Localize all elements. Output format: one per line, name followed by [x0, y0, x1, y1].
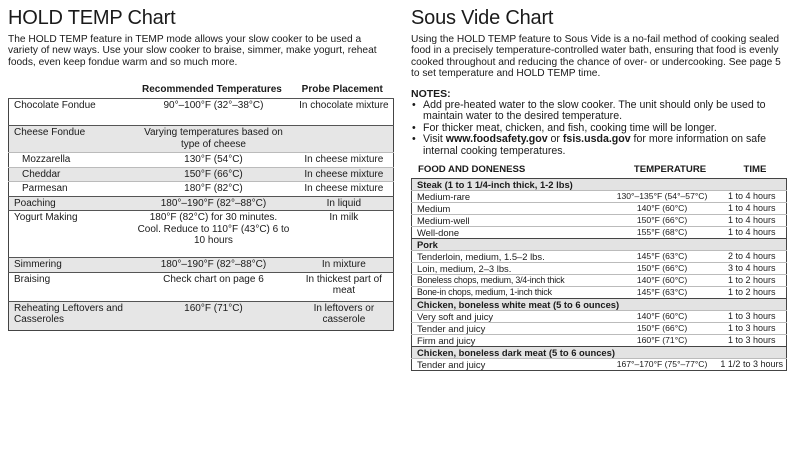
notes-heading: NOTES:: [411, 87, 451, 100]
time-cell: 2 to 4 hours: [715, 250, 786, 262]
temp-cell: 150°F (66°C): [132, 167, 294, 182]
table-row: [9, 258, 394, 273]
temp-cell: 145°F (63°C): [607, 250, 716, 262]
table-row: [412, 310, 787, 322]
temp-cell: 150°F (66°C): [607, 262, 716, 274]
section-row-pork: [412, 238, 787, 250]
sous-vide-section: [411, 6, 791, 371]
temp-cell: 180°F (82°C) for 30 minutes. Cool. Reduce to 110°F (43°C) 6 to 10 hours: [132, 211, 294, 258]
probe-cell: In milk: [294, 211, 394, 258]
sous-vide-table: [411, 178, 787, 371]
probe-cell: In cheese mixture: [294, 182, 394, 197]
header-food: [8, 84, 131, 98]
time-cell: 1 to 2 hours: [715, 286, 786, 298]
temp-cell: Check chart on page 6: [132, 272, 294, 301]
time-cell: 1 to 4 hours: [715, 190, 786, 202]
sous-vide-header: [411, 164, 791, 178]
hold-temp-intro: The HOLD TEMP feature in TEMP mode allows your slow cooker to be used a variety of new ways. Use your slow cooker to braise, simmer, make yogurt, reheat foods, even keep fondue warm and so much more.: [8, 34, 377, 68]
header-time: TIME: [743, 163, 767, 175]
section-row-chicken-dark: [412, 346, 787, 358]
temp-cell: 140°F (60°C): [607, 202, 716, 214]
table-row: [412, 214, 787, 226]
food-cell: Medium-well: [412, 214, 607, 226]
note-text: Add pre-heated water to the slow cooker. The unit should only be used to maintain water to the desired temperature.: [423, 98, 766, 123]
sous-vide-title: Sous Vide Chart: [411, 7, 554, 29]
temp-cell: 160°F (71°C): [132, 301, 294, 330]
temp-cell: 140°F (60°C): [607, 310, 716, 322]
time-cell: 1 to 3 hours: [715, 322, 786, 334]
food-cell: Cheese Fondue: [9, 126, 133, 153]
temp-cell: 145°F (63°C): [607, 286, 716, 298]
table-row: [412, 286, 787, 298]
probe-cell: In cheese mixture: [294, 167, 394, 182]
food-cell: Medium: [412, 202, 607, 214]
table-row: [9, 211, 394, 258]
table-row: [412, 274, 787, 286]
table-row: [412, 322, 787, 334]
time-cell: 1 to 3 hours: [715, 334, 786, 346]
food-cell: Firm and juicy: [412, 334, 607, 346]
food-cell: Braising: [9, 272, 133, 301]
sous-vide-intro: Using the HOLD TEMP feature to Sous Vide is a no-fail method of cooking sealed food in a precisely temperature-controlled water bath, ensuring that food is evenly cooked throughout and reducing the chance of over- or undercooking. See page 5 to set temperature and HOLD TEMP time.: [411, 34, 781, 80]
probe-cell: In leftovers or casserole: [294, 301, 394, 330]
table-row: [9, 272, 394, 301]
temp-cell: Varying temperatures based on type of cheese: [132, 126, 294, 153]
notes-list: [411, 100, 791, 158]
hold-temp-title: HOLD TEMP Chart: [8, 7, 176, 29]
temp-cell: 150°F (66°C): [607, 214, 716, 226]
probe-cell: [294, 126, 394, 153]
section-title: Steak (1 to 1 1/4-inch thick, 1-2 lbs): [412, 178, 787, 190]
table-row: [9, 126, 394, 153]
probe-cell: In thickest part of meat: [294, 272, 394, 301]
temp-cell: 155°F (68°C): [607, 226, 716, 238]
temp-cell: 130°F (54°C): [132, 153, 294, 168]
table-row: [412, 202, 787, 214]
hold-temp-table: [8, 98, 394, 331]
probe-cell: In cheese mixture: [294, 153, 394, 168]
section-title: Chicken, boneless dark meat (5 to 6 ounces): [412, 346, 787, 358]
food-cell: Yogurt Making: [9, 211, 133, 258]
foodsafety-link: www.foodsafety.gov: [445, 133, 548, 146]
food-cell: Cheddar: [9, 167, 133, 182]
time-cell: 1 to 2 hours: [715, 274, 786, 286]
header-recommended-temperatures: Recommended Temperatures: [142, 84, 282, 96]
table-row: [412, 358, 787, 370]
food-cell: Medium-rare: [412, 190, 607, 202]
header-temperature: TEMPERATURE: [633, 163, 707, 175]
food-cell: Loin, medium, 2–3 lbs.: [412, 262, 607, 274]
note-text: for more information on safe internal cooking temperatures.: [423, 133, 767, 157]
hold-temp-header: [8, 84, 392, 98]
note-item: [411, 100, 791, 123]
time-cell: 1 to 4 hours: [715, 202, 786, 214]
note-text: For thicker meat, chicken, and fish, cooking time will be longer.: [423, 121, 717, 134]
section-title: Pork: [412, 238, 787, 250]
food-cell: Very soft and juicy: [412, 310, 607, 322]
food-cell: Poaching: [9, 196, 133, 211]
section-row-steak: [412, 178, 787, 190]
note-text: or: [547, 133, 563, 146]
probe-cell: In chocolate mixture: [294, 99, 394, 126]
table-row: [412, 190, 787, 202]
table-row: [412, 262, 787, 274]
food-cell: Chocolate Fondue: [9, 99, 133, 126]
table-row: [9, 182, 394, 197]
probe-cell: In liquid: [294, 196, 394, 211]
table-row: [9, 99, 394, 126]
section-row-chicken-white: [412, 298, 787, 310]
food-cell: Mozzarella: [9, 153, 133, 168]
temp-cell: 180°–190°F (82°–88°C): [132, 258, 294, 273]
time-cell: 1 1/2 to 3 hours: [715, 358, 786, 370]
time-cell: 1 to 4 hours: [715, 214, 786, 226]
note-text: Visit: [423, 133, 446, 146]
temp-cell: 150°F (66°C): [607, 322, 716, 334]
table-row: [9, 196, 394, 211]
table-row: [9, 167, 394, 182]
temp-cell: 130°–135°F (54°–57°C): [607, 190, 716, 202]
time-cell: 3 to 4 hours: [715, 262, 786, 274]
time-cell: 1 to 3 hours: [715, 310, 786, 322]
table-row: [412, 334, 787, 346]
table-row: [9, 153, 394, 168]
temp-cell: 180°–190°F (82°–88°C): [132, 196, 294, 211]
food-cell: Bone-in chops, medium, 1-inch thick: [412, 286, 607, 298]
food-cell: Well-done: [412, 226, 607, 238]
table-row: [412, 250, 787, 262]
probe-cell: In mixture: [294, 258, 394, 273]
temp-cell: 90°–100°F (32°–38°C): [132, 99, 294, 126]
food-cell: Tender and juicy: [412, 358, 607, 370]
section-title: Chicken, boneless white meat (5 to 6 ounces): [412, 298, 787, 310]
table-row: [412, 226, 787, 238]
header-food-doneness: FOOD AND DONENESS: [418, 163, 526, 175]
temp-cell: 180°F (82°C): [132, 182, 294, 197]
food-cell: Simmering: [9, 258, 133, 273]
note-item: [411, 134, 791, 157]
temp-cell: 160°F (71°C): [607, 334, 716, 346]
food-cell: Parmesan: [9, 182, 133, 197]
food-cell: Tenderloin, medium, 1.5–2 lbs.: [412, 250, 607, 262]
table-row: [9, 301, 394, 330]
food-cell: Reheating Leftovers and Casseroles: [9, 301, 133, 330]
usda-link: fsis.usda.gov: [562, 133, 631, 146]
temp-cell: 167°–170°F (75°–77°C): [607, 358, 716, 370]
time-cell: 1 to 4 hours: [715, 226, 786, 238]
header-probe-placement: Probe Placement: [301, 84, 383, 96]
hold-temp-section: [8, 6, 392, 331]
food-cell: Tender and juicy: [412, 322, 607, 334]
temp-cell: 140°F (60°C): [607, 274, 716, 286]
food-cell: Boneless chops, medium, 3/4-inch thick: [412, 274, 607, 286]
